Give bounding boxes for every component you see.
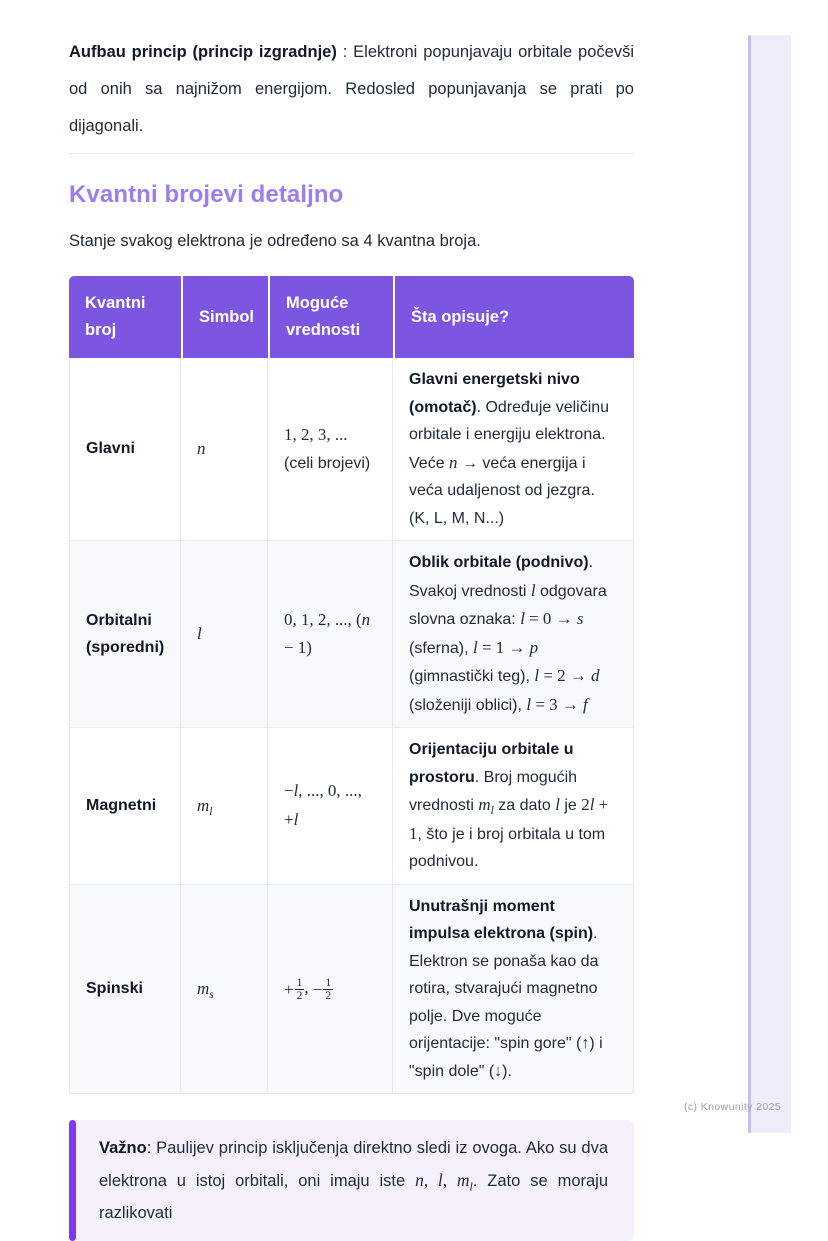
header-cell-sta-opisuje: Šta opisuje? [393,276,634,358]
quantum-numbers-table [69,276,634,1094]
important-callout [69,1120,634,1241]
header-cell-simbol: Simbol [181,276,268,358]
cell-name: Magnetni [69,728,181,885]
cell-symbol: $m_l$ [181,728,268,885]
cell-description: Oblik orbitale (podnivo). Svakoj vrednosti l odgovara slovna oznaka: l = 0 → s (sferna), l = 1 → p (gimnastički teg), l = 2 → d (složeniji oblici), l = 3 → f [393,541,634,728]
section-subtitle: Stanje svakog elektrona je određeno sa 4 kvantna broja. [69,232,481,250]
cell-possible-values: + $\frac{1}{2}$ , − $\frac{1}{2}$ [268,885,393,1095]
watermark: (c) Knowunity 2025 [684,1101,782,1113]
table-row-magnetni [69,728,634,885]
intro-paragraph: Aufbau princip (princip izgradnje) : Elektroni popunjavaju orbitale počevši od onih sa najnižom energijom. Redosled popunjavanja se prati po dijagonali. [69,43,634,135]
cell-name: Glavni [69,358,181,541]
cell-description: Orijentaciju orbitale u prostoru. Broj mogućih vrednosti $m_l$ za dato l je 2l + 1, što je i broj orbitala u tom podnivou. [393,728,634,885]
document-page [69,0,634,1241]
cell-symbol: $m_s$ [181,885,268,1095]
section-divider [69,153,634,154]
cell-name: Orbitalni (sporedni) [69,541,181,728]
right-edge-strip [748,35,791,1133]
section-heading: Kvantni brojevi detaljno [69,181,344,208]
cell-description: Glavni energetski nivo (omotač). Određuje veličinu orbitale i energiju elektrona. Veće n → veća energija i veća udaljenost od jezgra. (K, L, M, N...) [393,358,634,541]
cell-possible-values: −l, ..., 0, ..., +l [268,728,393,885]
cell-symbol: n [181,358,268,541]
header-cell-kvantni-broj: Kvantni broj [69,276,181,358]
header-cell-moguce-vrednosti: Moguće vrednosti [268,276,393,358]
table-row-glavni [69,358,634,541]
table-row-orbitalni [69,541,634,728]
cell-possible-values: 0, 1, 2, ..., (n − 1) [268,541,393,728]
callout-accent-bar [69,1120,76,1241]
table-header-row [69,276,634,358]
callout-text: Važno: Paulijev princip isključenja direktno sledi iz ovoga. Ako su dva elektrona u istoj orbitali, oni imaju iste n, l, $m_l$. Zato se moraju razlikovati [99,1139,609,1222]
cell-name: Spinski [69,885,181,1095]
table-row-spinski [69,885,634,1095]
cell-possible-values: 1, 2, 3, ... (celi brojevi) [268,358,393,541]
cell-description: Unutrašnji moment impulsa elektrona (spin). Elektron se ponaša kao da rotira, stvarajući magnetno polje. Dve moguće orijentacije: "spin gore" (↑) i "spin dole" (↓). [393,885,634,1095]
cell-symbol: l [181,541,268,728]
